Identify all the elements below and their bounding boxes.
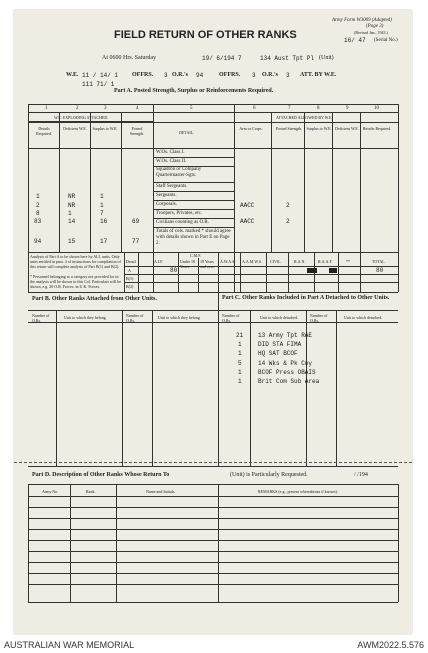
col-number: 2 xyxy=(76,106,79,111)
col-header: Posted Strength. xyxy=(275,126,303,131)
detail-row-label: Corporals. xyxy=(156,202,177,207)
typed-value: 8 xyxy=(36,210,40,217)
part-c-col: Number of O.Rs. xyxy=(310,313,328,323)
typed-value: 14 xyxy=(68,218,76,225)
part-b-title: Part B. Other Ranks Attached from Other Units. xyxy=(32,296,157,302)
archive-name: AUSTRALIAN WAR MEMORIAL xyxy=(4,640,135,650)
col-header: Arm or Corps. xyxy=(239,126,263,131)
typed-value: 2 xyxy=(286,202,290,209)
typed-aif: 80 xyxy=(170,267,178,274)
part-c-number: 1 xyxy=(238,350,242,357)
typed-total: 94 xyxy=(34,238,42,245)
col-number: 7 xyxy=(288,106,291,111)
offrs-value-2: 3 xyxy=(252,72,256,79)
unit-name: 134 Aust Tpt Pl xyxy=(260,55,315,62)
col-number: 5 xyxy=(190,106,193,111)
col-header: Posted Strength. xyxy=(129,126,145,136)
typed-value: 83 xyxy=(34,218,42,225)
typed-value: 1 xyxy=(100,202,104,209)
col-header: Reinfts Required. xyxy=(362,126,392,131)
analysis-note: Analysis of Part A to be shown here by ALL units. Only units entitled in para. 4 of instructions for compilation of this return will complete analysis of Part B(1) and B(2). xyxy=(30,254,121,269)
col-number: 9 xyxy=(346,106,349,111)
typed-total: 17 xyxy=(100,238,108,245)
part-c-unit: Brit Com Sub Area xyxy=(258,378,320,385)
col-aamws: A.A.M.W.S. xyxy=(242,259,262,264)
redaction-mark xyxy=(307,268,317,273)
col-number: 4 xyxy=(136,106,139,111)
unit-label: (Unit) xyxy=(319,55,334,61)
part-d-col: Rank. xyxy=(86,489,96,494)
detail-row-label: Sergeants. xyxy=(156,193,177,198)
col-header: Deficient W.E. xyxy=(335,126,359,131)
ors-label: O.R.'s xyxy=(172,72,189,78)
part-a-title: Part A. Posted Strength, Surplus or Reinforcements Required. xyxy=(114,88,274,94)
part-b-col: Unit to which they belong xyxy=(158,315,200,320)
part-c-unit: 14 Wks & Pk Coy xyxy=(258,360,313,367)
offrs-label-2: OFFRS. xyxy=(219,72,241,78)
col-header: Surplus to W.E. xyxy=(92,126,118,131)
we-label: W.E. xyxy=(66,72,79,78)
army-form-number: Army Form W3009 (Adapted) xyxy=(332,18,392,23)
detail-row-label: W.Os. Class I. xyxy=(156,150,185,155)
detail-row-label: Totals of cols. marked * should agree with details shown in Part E on Page 2. xyxy=(156,229,231,246)
analysis-b1: B(1) xyxy=(126,276,134,281)
typed-value: NR xyxy=(68,202,76,209)
typed-value: 16 xyxy=(100,218,108,225)
ors-label-2: O.R.'s xyxy=(262,72,279,78)
col-header: Deficient W.E. xyxy=(63,126,87,131)
typed-value: AACC xyxy=(240,218,255,225)
typed-value: 1 xyxy=(100,193,104,200)
at-hours-label: At 0600 Hrs. Saturday xyxy=(102,55,156,61)
col-ran: R.A.N. xyxy=(294,259,306,264)
col-raaf: R.A.A.F. xyxy=(318,259,333,264)
typed-value: NR xyxy=(68,193,76,200)
part-c-col: Unit to which detached. xyxy=(260,315,299,320)
part-c-number: 5 xyxy=(238,360,242,367)
detail-row-label: Staff Sergeants. xyxy=(156,184,188,189)
part-c-unit: HQ SAT BCOF xyxy=(258,350,298,357)
offrs-label: OFFRS. xyxy=(132,72,154,78)
part-c-number: 1 xyxy=(238,369,242,376)
col-total: TOTAL xyxy=(372,259,385,264)
analysis-detail: Detail xyxy=(126,259,136,264)
part-d-col: REMARKS (e.g., present whereabouts if known). xyxy=(258,489,338,494)
typed-value: 2 xyxy=(36,202,40,209)
detail-row-label: Civilians counting as O.R. xyxy=(156,220,209,225)
typed-value: 69 xyxy=(132,218,140,225)
offrs-value: 3 xyxy=(164,72,168,79)
typed-value: 1 xyxy=(68,210,72,217)
col-number: 6 xyxy=(253,106,256,111)
part-d-date: / /194 xyxy=(354,472,368,478)
analysis-b2: B(2) xyxy=(126,284,134,289)
typed-value: 1 xyxy=(36,193,40,200)
part-c-unit: DID STA FIMA xyxy=(258,341,302,348)
col-header: Details Required. xyxy=(36,126,52,136)
typed-total: 15 xyxy=(68,238,76,245)
ors-value: 94 xyxy=(196,72,204,79)
form-sheet xyxy=(14,10,412,634)
col-aif: A.I.F. xyxy=(154,259,164,264)
col-number: 1 xyxy=(45,106,48,111)
part-c-col: Unit to which detached. xyxy=(344,315,383,320)
typed-value: AACC xyxy=(240,202,255,209)
typed-total: 77 xyxy=(132,238,140,245)
analysis-note: * Personnel belonging to a category not provided for in the analysis will be shown in this Col. Particulars will be shown, e.g. 20 O.R. Forces. in U.K. Forces. xyxy=(30,274,121,289)
part-c-unit: BCOF Press OBAIS xyxy=(258,369,316,376)
att-by-we-label: ATT. BY W.E. xyxy=(300,72,337,78)
return-date: 19/ 6/194 7 xyxy=(202,55,242,62)
detail-row-label: Squadron or Company Quartermaster-Sgts. xyxy=(156,167,202,178)
redaction-mark xyxy=(329,268,337,273)
col-awas: A.W.A.S. xyxy=(220,259,236,264)
part-d-unit-phrase: (Unit) is Particularly Requested. xyxy=(230,472,308,478)
part-b-col: Number of O.Rs. xyxy=(32,313,50,323)
we-value: 11 / 14/ 1 xyxy=(82,72,119,79)
col-under18: Under 18 Years. xyxy=(180,259,195,269)
archive-reference: AWM2022.5.576 xyxy=(357,640,424,650)
detail-row-label: Troopers, Privates, etc. xyxy=(156,211,203,216)
col-header: DETAIL. xyxy=(179,130,195,135)
col-over18: 18 Years and over. xyxy=(200,259,215,269)
part-c-title: Part C. Other Ranks Included in Part A Detached to Other Units. xyxy=(222,295,390,301)
form-title: FIELD RETURN OF OTHER RANKS xyxy=(114,29,297,41)
part-c-number: 21 xyxy=(236,332,244,339)
typed-value: 2 xyxy=(286,218,290,225)
typed-value: 7 xyxy=(100,210,104,217)
part-b-col: Number of O.Rs. xyxy=(126,313,144,323)
part-d-col: Army No. xyxy=(42,489,59,494)
analysis-a: A xyxy=(128,268,131,273)
part-c-unit: 13 Army Tpt RAE xyxy=(258,332,313,339)
col-cmf: C.M.F. xyxy=(190,253,202,258)
part-c-col: Number of O.Rs. xyxy=(222,313,240,323)
typed-total-analysis: 80 xyxy=(376,267,384,274)
detail-row-label: W.Os. Class II. xyxy=(156,159,187,164)
part-d-col: Name and Initials. xyxy=(146,489,176,494)
part-b-col: Unit to which they belong xyxy=(64,315,106,320)
col-number: 3 xyxy=(104,106,107,111)
part-c-number: 1 xyxy=(238,378,242,385)
part-c-number: 1 xyxy=(238,341,242,348)
archive-footer xyxy=(0,637,428,653)
extra-we-value: 111 71/ 1 xyxy=(82,81,115,88)
col-star: ** xyxy=(346,259,350,264)
col-number: 10 xyxy=(374,106,379,111)
col-number: 8 xyxy=(317,106,320,111)
group-header-left: W.E. EXPLODING ATTACHED. xyxy=(54,115,109,120)
date-stamp: 16/ 47 xyxy=(344,37,366,44)
revised-date: (Revised Jan., 1943.) xyxy=(354,30,388,35)
col-header: Surplus to W.E. xyxy=(306,126,332,131)
serial-label: (Serial No.) xyxy=(374,38,398,43)
ors-value-2: 3 xyxy=(286,72,290,79)
col-civil: CIVIL xyxy=(270,259,281,264)
page-number: (Page 3) xyxy=(366,24,384,29)
group-header-right: ATTACHED ALLOWED BY W.E. xyxy=(276,115,333,120)
part-d-title: Part D. Description of Other Ranks Whose Return To xyxy=(32,472,170,478)
